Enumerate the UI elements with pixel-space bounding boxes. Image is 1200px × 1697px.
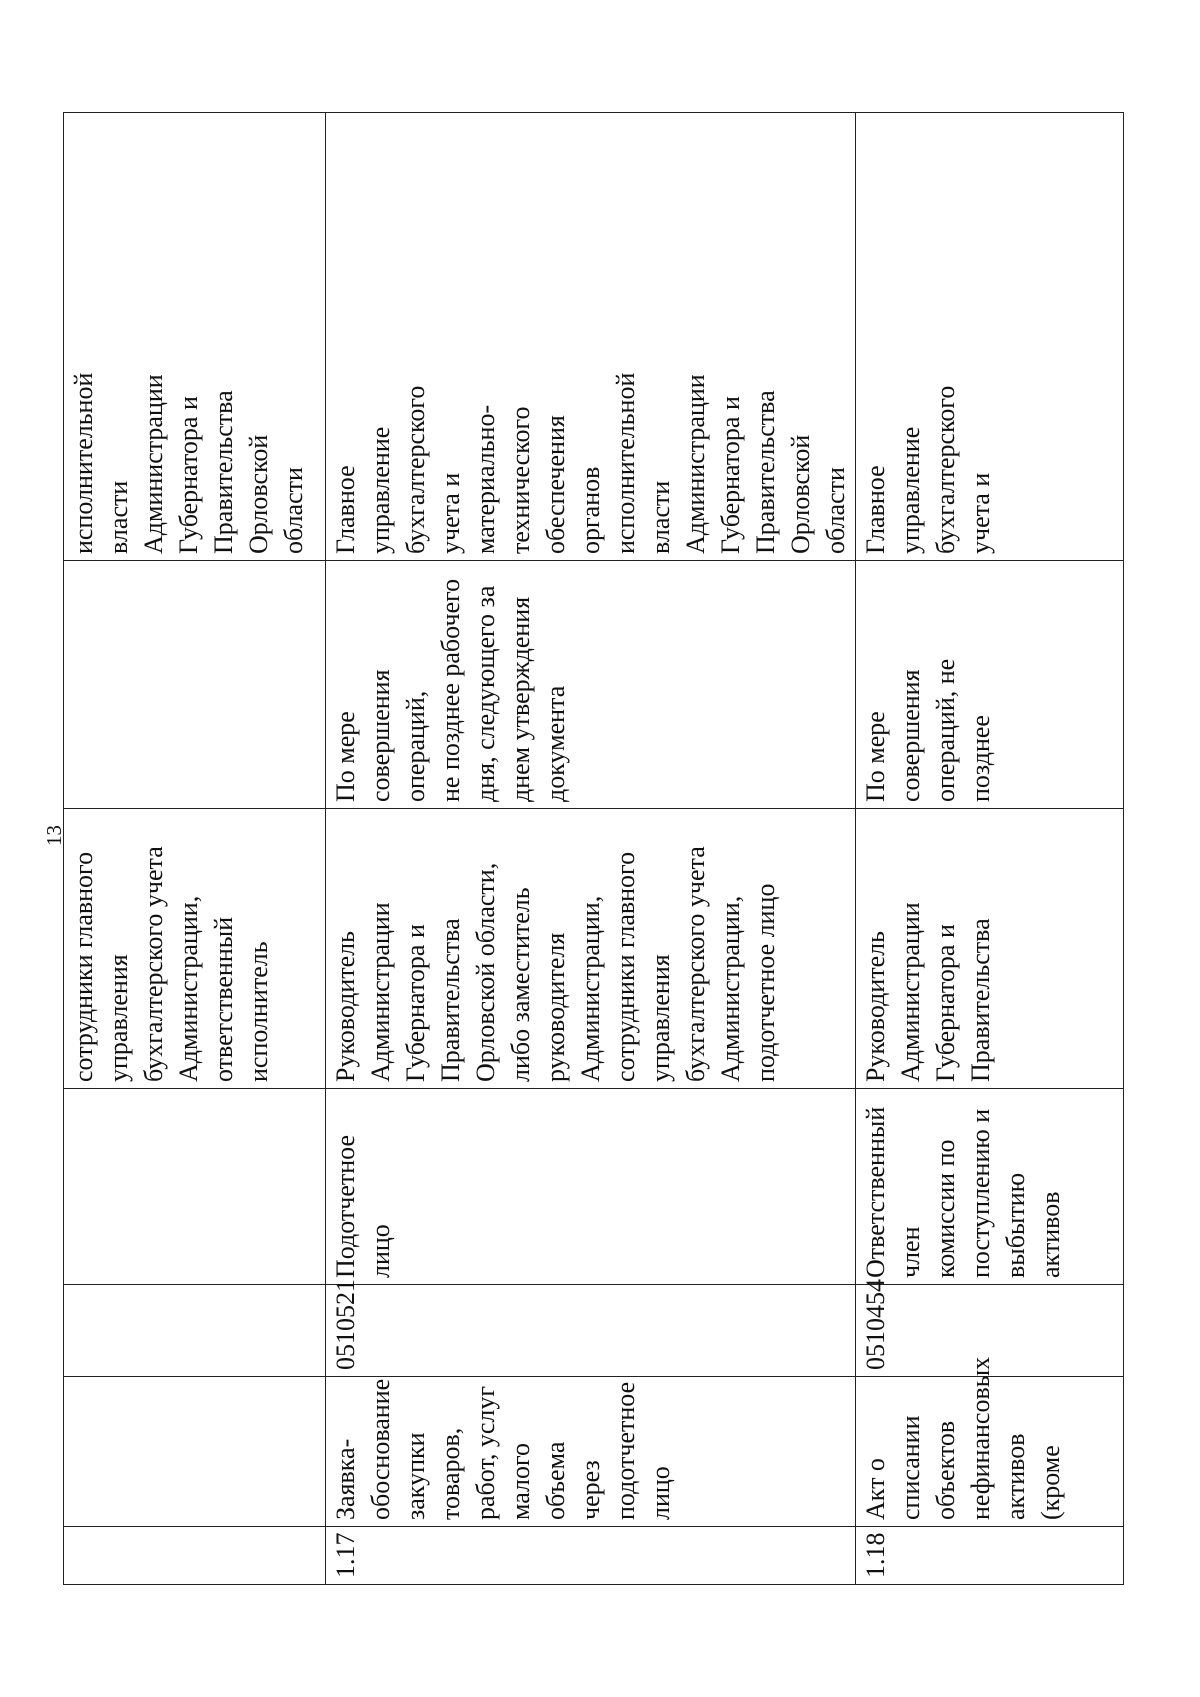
creator-cell: Подотчетное лицо [326, 1089, 856, 1285]
term-cell: По мере совершения операций, не позднее рабочего дня, следующего за днем утверждения документа [326, 561, 856, 809]
recipient-cell: Главное управление бухгалтерского учета и [856, 113, 1124, 561]
table-row [856, 113, 1124, 1585]
table-row [64, 113, 326, 1585]
table-row [326, 113, 856, 1585]
recipient-cell: исполнительной власти Администрации Губернатора и Правительства Орловской области [64, 113, 326, 561]
row-number-cell: 1.18 [856, 1527, 1124, 1585]
document-table [63, 112, 1124, 1585]
recipient-cell: Главное управление бухгалтерского учета и материально- технического обеспечения органов исполнительной власти Администрации Губернатора и Правительства Орловской области [326, 113, 856, 561]
creator-cell [64, 1089, 326, 1285]
code-cell: 0510521 [326, 1285, 856, 1377]
signers-cell: Руководитель Администрации Губернатора и Правительства Орловской области, либо заместитель руководителя Администрации, сотрудники главного управления бухгалтерского учета Администрации, подотчетное лицо [326, 809, 856, 1089]
creator-cell: Ответственный член комиссии по поступлению и выбытию активов [856, 1089, 1124, 1285]
term-cell: По мере совершения операций, не позднее [856, 561, 1124, 809]
code-cell: 0510454 [856, 1285, 1124, 1377]
signers-cell: Руководитель Администрации Губернатора и Правительства [856, 809, 1124, 1089]
document-name-cell [64, 1377, 326, 1527]
document-table-rotated [63, 113, 1123, 1585]
code-cell [64, 1285, 326, 1377]
row-number-cell [64, 1527, 326, 1585]
signers-cell: сотрудники главного управления бухгалтерского учета Администрации, ответственный исполнитель [64, 809, 326, 1089]
page-number-area: 13 [42, 825, 66, 846]
row-number-cell: 1.17 [326, 1527, 856, 1585]
document-name-cell: Акт о списании объектов нефинансовых активов (кроме [856, 1377, 1124, 1527]
document-name-cell: Заявка-обоснование закупки товаров, работ, услуг малого объема через подотчетное лицо [326, 1377, 856, 1527]
term-cell [64, 561, 326, 809]
